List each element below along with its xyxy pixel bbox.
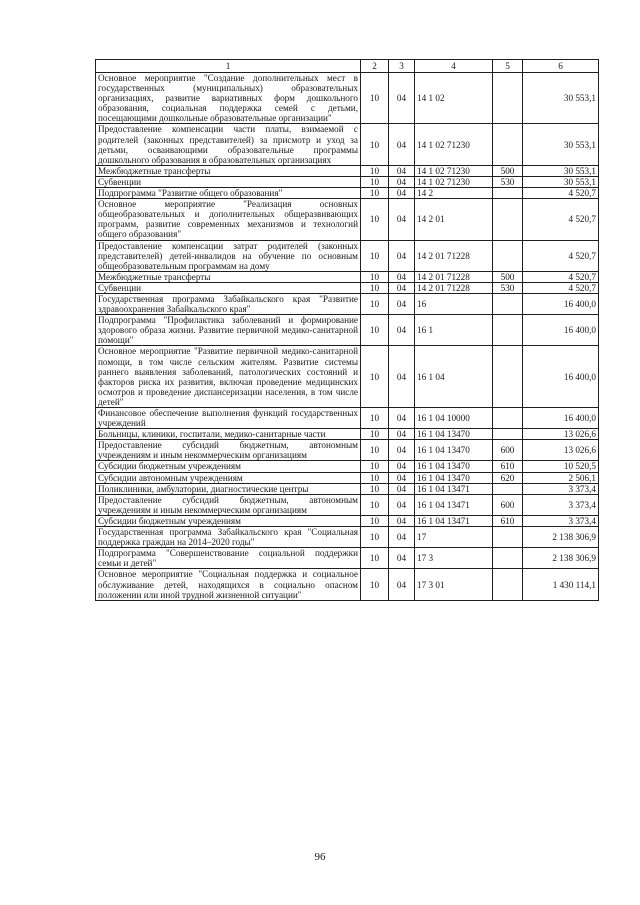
row-amount: 1 430 114,1 bbox=[523, 569, 599, 600]
table-row bbox=[96, 483, 599, 494]
row-name: Основное мероприятие "Социальная поддержка и социальное обслуживание детей, находящихся в социально опасном положении или иной трудной жизненной ситуации" bbox=[96, 569, 361, 600]
row-target-article: 14 1 02 71230 bbox=[415, 176, 493, 187]
row-expense-type bbox=[493, 527, 523, 548]
table-row bbox=[96, 548, 599, 569]
table-row bbox=[96, 199, 599, 240]
header-cell: 3 bbox=[389, 60, 415, 73]
row-amount: 16 400,0 bbox=[523, 293, 599, 314]
row-amount: 13 026,6 bbox=[523, 440, 599, 461]
row-expense-type: 610 bbox=[493, 515, 523, 526]
table-row bbox=[96, 240, 599, 271]
table-row bbox=[96, 271, 599, 282]
row-section: 10 bbox=[361, 461, 389, 472]
row-subsection: 04 bbox=[389, 461, 415, 472]
row-section: 10 bbox=[361, 429, 389, 440]
row-expense-type bbox=[493, 240, 523, 271]
row-target-article: 14 1 02 71230 bbox=[415, 165, 493, 176]
row-name: Государственная программа Забайкальского края "Социальная поддержка граждан на 2014–2020 годы" bbox=[96, 527, 361, 548]
row-section: 10 bbox=[361, 73, 389, 124]
row-target-article: 17 3 bbox=[415, 548, 493, 569]
row-name: Субвенции bbox=[96, 176, 361, 187]
row-amount: 13 026,6 bbox=[523, 429, 599, 440]
row-expense-type: 500 bbox=[493, 271, 523, 282]
table-row bbox=[96, 188, 599, 199]
row-section: 10 bbox=[361, 569, 389, 600]
row-amount: 30 553,1 bbox=[523, 124, 599, 165]
row-expense-type bbox=[493, 483, 523, 494]
row-amount: 16 400,0 bbox=[523, 315, 599, 346]
row-name: Подпрограмма "Развитие общего образования" bbox=[96, 188, 361, 199]
row-section: 10 bbox=[361, 165, 389, 176]
row-name: Подпрограмма "Профилактика заболеваний и формирование здорового образа жизни. Развитие первичной медико-санитарной помощи" bbox=[96, 315, 361, 346]
row-target-article: 16 1 04 13471 bbox=[415, 494, 493, 515]
row-target-article: 14 2 01 bbox=[415, 199, 493, 240]
row-expense-type bbox=[493, 548, 523, 569]
row-subsection: 04 bbox=[389, 293, 415, 314]
row-name: Межбюджетные трансферты bbox=[96, 165, 361, 176]
row-expense-type: 610 bbox=[493, 461, 523, 472]
row-target-article: 16 1 04 13471 bbox=[415, 515, 493, 526]
table-row bbox=[96, 165, 599, 176]
table-row bbox=[96, 408, 599, 429]
row-target-article: 14 2 01 71228 bbox=[415, 282, 493, 293]
row-target-article: 16 1 04 10000 bbox=[415, 408, 493, 429]
table-row bbox=[96, 282, 599, 293]
row-section: 10 bbox=[361, 483, 389, 494]
row-subsection: 04 bbox=[389, 346, 415, 408]
row-amount: 16 400,0 bbox=[523, 408, 599, 429]
row-subsection: 04 bbox=[389, 494, 415, 515]
row-subsection: 04 bbox=[389, 176, 415, 187]
row-subsection: 04 bbox=[389, 199, 415, 240]
table-row bbox=[96, 472, 599, 483]
row-name: Субсидии бюджетным учреждениям bbox=[96, 461, 361, 472]
page-number: 96 bbox=[314, 851, 326, 863]
row-target-article: 14 2 01 71228 bbox=[415, 271, 493, 282]
row-subsection: 04 bbox=[389, 548, 415, 569]
table-row bbox=[96, 346, 599, 408]
row-section: 10 bbox=[361, 346, 389, 408]
row-amount: 16 400,0 bbox=[523, 346, 599, 408]
row-section: 10 bbox=[361, 199, 389, 240]
row-target-article: 16 1 04 13470 bbox=[415, 472, 493, 483]
table-row bbox=[96, 73, 599, 124]
row-section: 10 bbox=[361, 240, 389, 271]
row-section: 10 bbox=[361, 515, 389, 526]
row-name: Поликлиники, амбулатории, диагностические центры bbox=[96, 483, 361, 494]
row-name: Предоставление компенсации затрат родителей (законных представителей) детей-инвалидов на обучение по основным общеобразовательным программам на дому bbox=[96, 240, 361, 271]
table-row bbox=[96, 124, 599, 165]
row-expense-type: 620 bbox=[493, 472, 523, 483]
row-name: Субвенции bbox=[96, 282, 361, 293]
row-expense-type: 500 bbox=[493, 165, 523, 176]
table-row bbox=[96, 176, 599, 187]
row-expense-type bbox=[493, 73, 523, 124]
row-subsection: 04 bbox=[389, 315, 415, 346]
row-amount: 2 506,1 bbox=[523, 472, 599, 483]
row-expense-type bbox=[493, 346, 523, 408]
row-expense-type: 600 bbox=[493, 440, 523, 461]
row-expense-type bbox=[493, 429, 523, 440]
row-target-article: 16 1 bbox=[415, 315, 493, 346]
row-section: 10 bbox=[361, 315, 389, 346]
row-subsection: 04 bbox=[389, 408, 415, 429]
row-subsection: 04 bbox=[389, 569, 415, 600]
row-amount: 2 138 306,9 bbox=[523, 548, 599, 569]
table-row bbox=[96, 440, 599, 461]
row-name: Межбюджетные трансферты bbox=[96, 271, 361, 282]
row-target-article: 16 1 04 13471 bbox=[415, 483, 493, 494]
row-target-article: 17 3 01 bbox=[415, 569, 493, 600]
table-header-row bbox=[96, 60, 599, 73]
row-section: 10 bbox=[361, 494, 389, 515]
row-name: Субсидии автономным учреждениям bbox=[96, 472, 361, 483]
row-subsection: 04 bbox=[389, 483, 415, 494]
row-name: Подпрограмма "Совершенствование социальной поддержки семьи и детей" bbox=[96, 548, 361, 569]
row-target-article: 17 bbox=[415, 527, 493, 548]
table-row bbox=[96, 527, 599, 548]
row-section: 10 bbox=[361, 548, 389, 569]
row-amount: 3 373,4 bbox=[523, 483, 599, 494]
row-target-article: 14 2 01 71228 bbox=[415, 240, 493, 271]
row-target-article: 16 1 04 13470 bbox=[415, 461, 493, 472]
table-row bbox=[96, 569, 599, 600]
row-subsection: 04 bbox=[389, 73, 415, 124]
row-target-article: 16 bbox=[415, 293, 493, 314]
row-name: Основное мероприятие "Развитие первичной медико-санитарной помощи, в том числе сельским жителям. Развитие системы раннего выявления заболеваний, патологических состояний и факторов риска их развития, включая проведение медицинских осмотров и проведение диспансеризации населения, в том числе детей" bbox=[96, 346, 361, 408]
row-name: Финансовое обеспечение выполнения функций государственных учреждений bbox=[96, 408, 361, 429]
row-section: 10 bbox=[361, 293, 389, 314]
row-target-article: 16 1 04 13470 bbox=[415, 440, 493, 461]
row-section: 10 bbox=[361, 271, 389, 282]
row-name: Предоставление компенсации части платы, взимаемой с родителей (законных представителей) за присмотр и уход за детьми, осваивающими образовательные программы дошкольного образования в образовательных организациях bbox=[96, 124, 361, 165]
table-row bbox=[96, 461, 599, 472]
row-name: Больницы, клиники, госпитали, медико-санитарные части bbox=[96, 429, 361, 440]
row-subsection: 04 bbox=[389, 188, 415, 199]
row-amount: 2 138 306,9 bbox=[523, 527, 599, 548]
table-row bbox=[96, 315, 599, 346]
row-amount: 30 553,1 bbox=[523, 73, 599, 124]
row-subsection: 04 bbox=[389, 527, 415, 548]
row-section: 10 bbox=[361, 527, 389, 548]
row-amount: 4 520,7 bbox=[523, 199, 599, 240]
row-subsection: 04 bbox=[389, 515, 415, 526]
row-amount: 30 553,1 bbox=[523, 165, 599, 176]
row-subsection: 04 bbox=[389, 165, 415, 176]
row-amount: 3 373,4 bbox=[523, 494, 599, 515]
row-name: Основное мероприятие "Создание дополнительных мест в государственных (муниципальных) образовательных организациях, развитие вариативных форм дошкольного образования, социальная поддержка семей с детьми, посещающими дошкольные образовательные организации" bbox=[96, 73, 361, 124]
row-section: 10 bbox=[361, 124, 389, 165]
row-subsection: 04 bbox=[389, 271, 415, 282]
row-amount: 4 520,7 bbox=[523, 240, 599, 271]
row-expense-type bbox=[493, 569, 523, 600]
row-section: 10 bbox=[361, 408, 389, 429]
row-subsection: 04 bbox=[389, 440, 415, 461]
row-name: Государственная программа Забайкальского края "Развитие здравоохранения Забайкальского края" bbox=[96, 293, 361, 314]
row-expense-type bbox=[493, 124, 523, 165]
table-row bbox=[96, 293, 599, 314]
row-name: Основное мероприятие "Реализация основных общеобразовательных и дополнительных общеразвивающих программ, развитие современных механизмов и технологий общего образования" bbox=[96, 199, 361, 240]
table-row bbox=[96, 494, 599, 515]
row-section: 10 bbox=[361, 188, 389, 199]
row-name: Субсидии бюджетным учреждениям bbox=[96, 515, 361, 526]
row-subsection: 04 bbox=[389, 240, 415, 271]
row-section: 10 bbox=[361, 472, 389, 483]
row-section: 10 bbox=[361, 282, 389, 293]
row-expense-type bbox=[493, 188, 523, 199]
row-target-article: 16 1 04 13470 bbox=[415, 429, 493, 440]
row-amount: 30 553,1 bbox=[523, 176, 599, 187]
row-target-article: 14 2 bbox=[415, 188, 493, 199]
row-expense-type: 600 bbox=[493, 494, 523, 515]
row-target-article: 14 1 02 71230 bbox=[415, 124, 493, 165]
header-cell: 1 bbox=[96, 60, 361, 73]
header-cell: 5 bbox=[493, 60, 523, 73]
row-name: Предоставление субсидий бюджетным, автономным учреждениям и иным некоммерческим организациям bbox=[96, 494, 361, 515]
row-amount: 4 520,7 bbox=[523, 271, 599, 282]
budget-table bbox=[95, 59, 599, 601]
row-subsection: 04 bbox=[389, 124, 415, 165]
row-target-article: 16 1 04 bbox=[415, 346, 493, 408]
table-row bbox=[96, 515, 599, 526]
row-expense-type: 530 bbox=[493, 176, 523, 187]
row-amount: 4 520,7 bbox=[523, 188, 599, 199]
row-expense-type bbox=[493, 315, 523, 346]
row-amount: 4 520,7 bbox=[523, 282, 599, 293]
row-name: Предоставление субсидий бюджетным, автономным учреждениям и иным некоммерческим организациям bbox=[96, 440, 361, 461]
table-row bbox=[96, 429, 599, 440]
row-expense-type bbox=[493, 199, 523, 240]
row-amount: 3 373,4 bbox=[523, 515, 599, 526]
row-expense-type bbox=[493, 408, 523, 429]
row-subsection: 04 bbox=[389, 472, 415, 483]
row-section: 10 bbox=[361, 440, 389, 461]
row-amount: 10 520,5 bbox=[523, 461, 599, 472]
row-subsection: 04 bbox=[389, 282, 415, 293]
row-section: 10 bbox=[361, 176, 389, 187]
row-expense-type bbox=[493, 293, 523, 314]
header-cell: 4 bbox=[415, 60, 493, 73]
row-expense-type: 530 bbox=[493, 282, 523, 293]
header-cell: 6 bbox=[523, 60, 599, 73]
row-target-article: 14 1 02 bbox=[415, 73, 493, 124]
table-body bbox=[96, 60, 599, 601]
header-cell: 2 bbox=[361, 60, 389, 73]
row-subsection: 04 bbox=[389, 429, 415, 440]
